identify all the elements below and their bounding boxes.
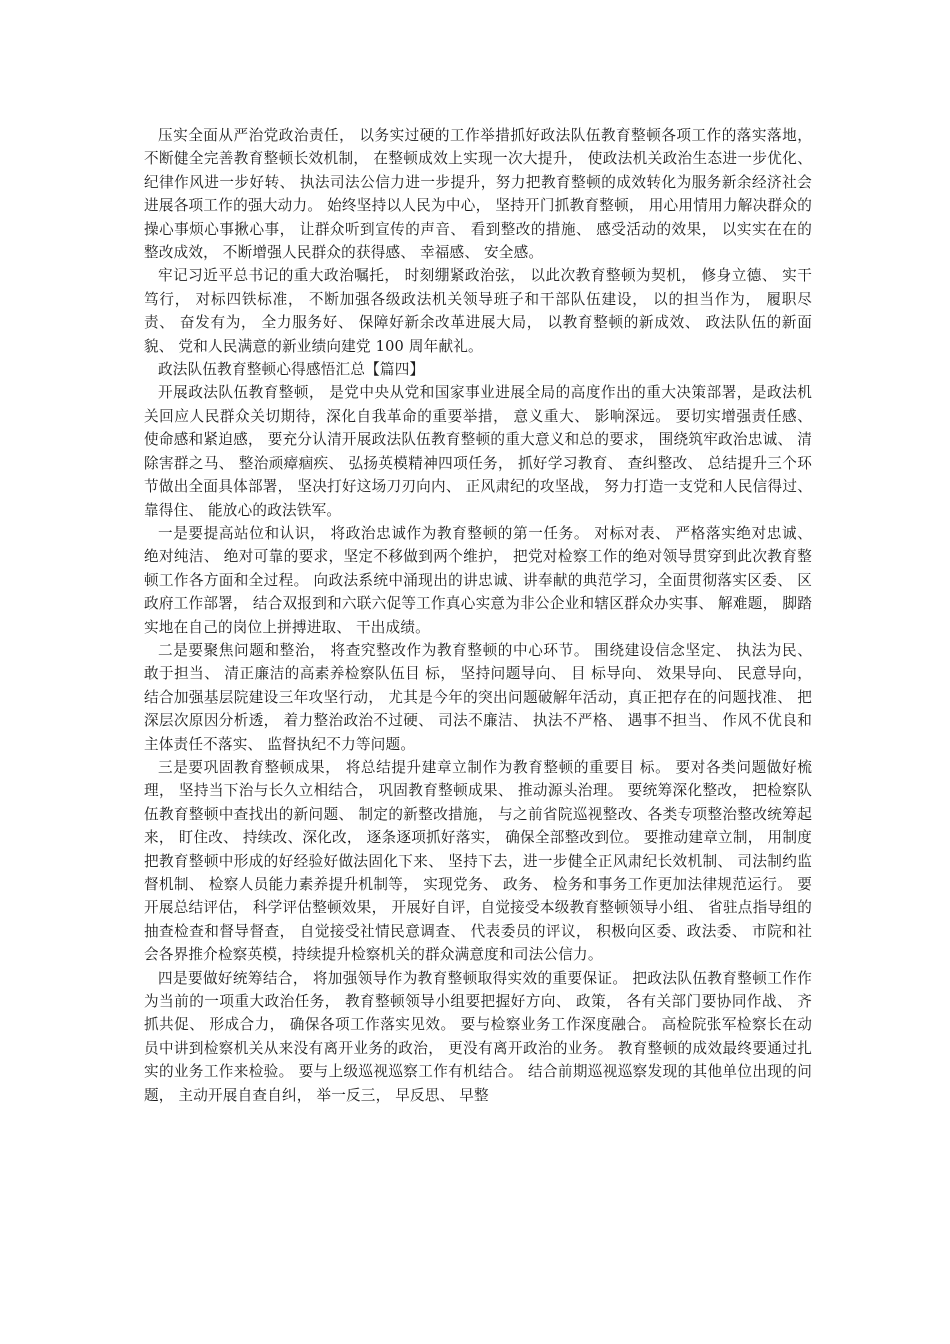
paragraph-1: 压实全面从严治党政治责任， 以务实过硬的工作举措抓好政法队伍教育整顿各项工作的落实落地， 不断健全完善教育整顿长效机制， 在整顿成效上实现一次大提升， 使政法机关政治生态进一步优化、 纪律作风进一步好转、 执法司法公信力进一步提升，努力把教育整顿的成效转化为服务新余经济社会进展各项工作的强大动力。 始终坚持以人民为中心， 坚持开门抓教育整顿， 用心用情用力解决群众的操心事烦心事揪心事， 让群众听到宣传的声音、 看到整改的措施、 感受活动的效果， 以实实在在的整改成效， 不断增强人民群众的获得感、 幸福感、 安全感。 (144, 127, 812, 262)
document-page (144, 124, 812, 1107)
section-heading: 政法队伍教育整顿心得感悟汇总【篇四】 (158, 361, 425, 379)
paragraph-2: 牢记习近平总书记的重大政治嘱托， 时刻绷紧政治弦， 以此次教育整顿为契机， 修身立德、 实干笃行， 对标四铁标准， 不断加强各级政法机关领导班子和干部队伍建设， 以的担当作为， 履职尽责、 奋发有为， 全力服务好、 保障好新余改革进展大局， 以教育整顿的新成效、 政法队伍的新面貌、 党和人民满意的新业绩向建党 100 周年献礼。 (144, 267, 812, 355)
paragraph-7: 四是要做好统筹结合， 将加强领导作为教育整顿取得实效的重要保证。 把政法队伍教育整顿工作作为当前的一项重大政治任务， 教育整顿领导小组要把握好方向、 政策， 各有关部门要协同作战、 齐抓共促、 形成合力， 确保各项工作落实见效。 要与检察业务工作深度融合。 高检院张军检察长在动员中讲到检察机关从来没有离开业务的政治， 更没有离开政治的业务。 教育整顿的成效最终要通过扎实的业务工作来检验。 要与上级巡视巡察工作有机结合。 结合前期巡视巡察发现的其他单位出现的问题， 主动开展自查自纠， 举一反三， 早反思、 早整 (144, 969, 812, 1104)
paragraph-4: 一是要提高站位和认识， 将政治忠诚作为教育整顿的第一任务。 对标对表、 严格落实绝对忠诚、 绝对纯洁、 绝对可靠的要求，坚定不移做到两个维护， 把党对检察工作的绝对领导贯穿到此次教育整顿工作各方面和全过程。 向政法系统中涌现出的讲忠诚、讲奉献的典范学习，全面贯彻落实区委、 区政府工作部署， 结合双报到和六联六促等工作真心实意为非公企业和辖区群众办实事、 解难题， 脚踏实地在自己的岗位上拼搏进取、 干出成绩。 (144, 524, 812, 636)
paragraph-3: 开展政法队伍教育整顿， 是党中央从党和国家事业进展全局的高度作出的重大决策部署，是政法机关回应人民群众关切期待，深化自我革命的重要举措， 意义重大、 影响深远。 要切实增强责任感、 使命感和紧迫感， 要充分认清开展政法队伍教育整顿的重大意义和总的要求， 围绕筑牢政治忠诚、 清除害群之马、 整治顽瘴痼疾、 弘扬英模精神四项任务， 抓好学习教育、 查纠整改、 总结提升三个环节做出全面具体部署， 坚决打好这场刀刃向内、 正风肃纪的攻坚战， 努力打造一支党和人民信得过、 靠得住、 能放心的政法铁军。 (144, 384, 812, 519)
paragraph-6: 三是要巩固教育整顿成果， 将总结提升建章立制作为教育整顿的重要目 标。 要对各类问题做好梳理， 坚持当下治与长久立相结合， 巩固教育整顿成果、 推动源头治理。 要统筹深化整改， 把检察队伍教育整顿中查找出的新问题、 制定的新整改措施， 与之前省院巡视整改、各类专项整治整改统筹起来， 盯住改、 持续改、深化改， 逐条逐项抓好落实， 确保全部整改到位。 要推动建章立制， 用制度把教育整顿中形成的好经验好做法固化下来、 坚持下去，进一步健全正风肃纪长效机制、 司法制约监督机制、 检察人员能力素养提升机制等， 实现党务、 政务、 检务和事务工作更加法律规范运行。 要开展总结评估， 科学评估整顿效果， 开展好自评，自觉接受本级教育整顿领导小组、 省驻点指导组的抽查检查和督导督查， 自觉接受社情民意调查、 代表委员的评议， 积极向区委、政法委、 市院和社会各界推介检察英模，持续提升检察机关的群众满意度和司法公信力。 (144, 758, 812, 964)
paragraph-5: 二是要聚焦问题和整治， 将查究整改作为教育整顿的中心环节。 围绕建设信念坚定、 执法为民、 敢于担当、 清正廉洁的高素养检察队伍目 标， 坚持问题导向、 目 标导向、 效果导向、 民意导向， 结合加强基层院建设三年攻坚行动， 尤其是今年的突出问题破解年活动，真正把存在的问题找准、 把深层次原因分析透， 着力整治政治不过硬、 司法不廉洁、 执法不严格、 遇事不担当、 作风不优良和主体责任不落实、 监督执纪不力等问题。 (144, 641, 812, 753)
